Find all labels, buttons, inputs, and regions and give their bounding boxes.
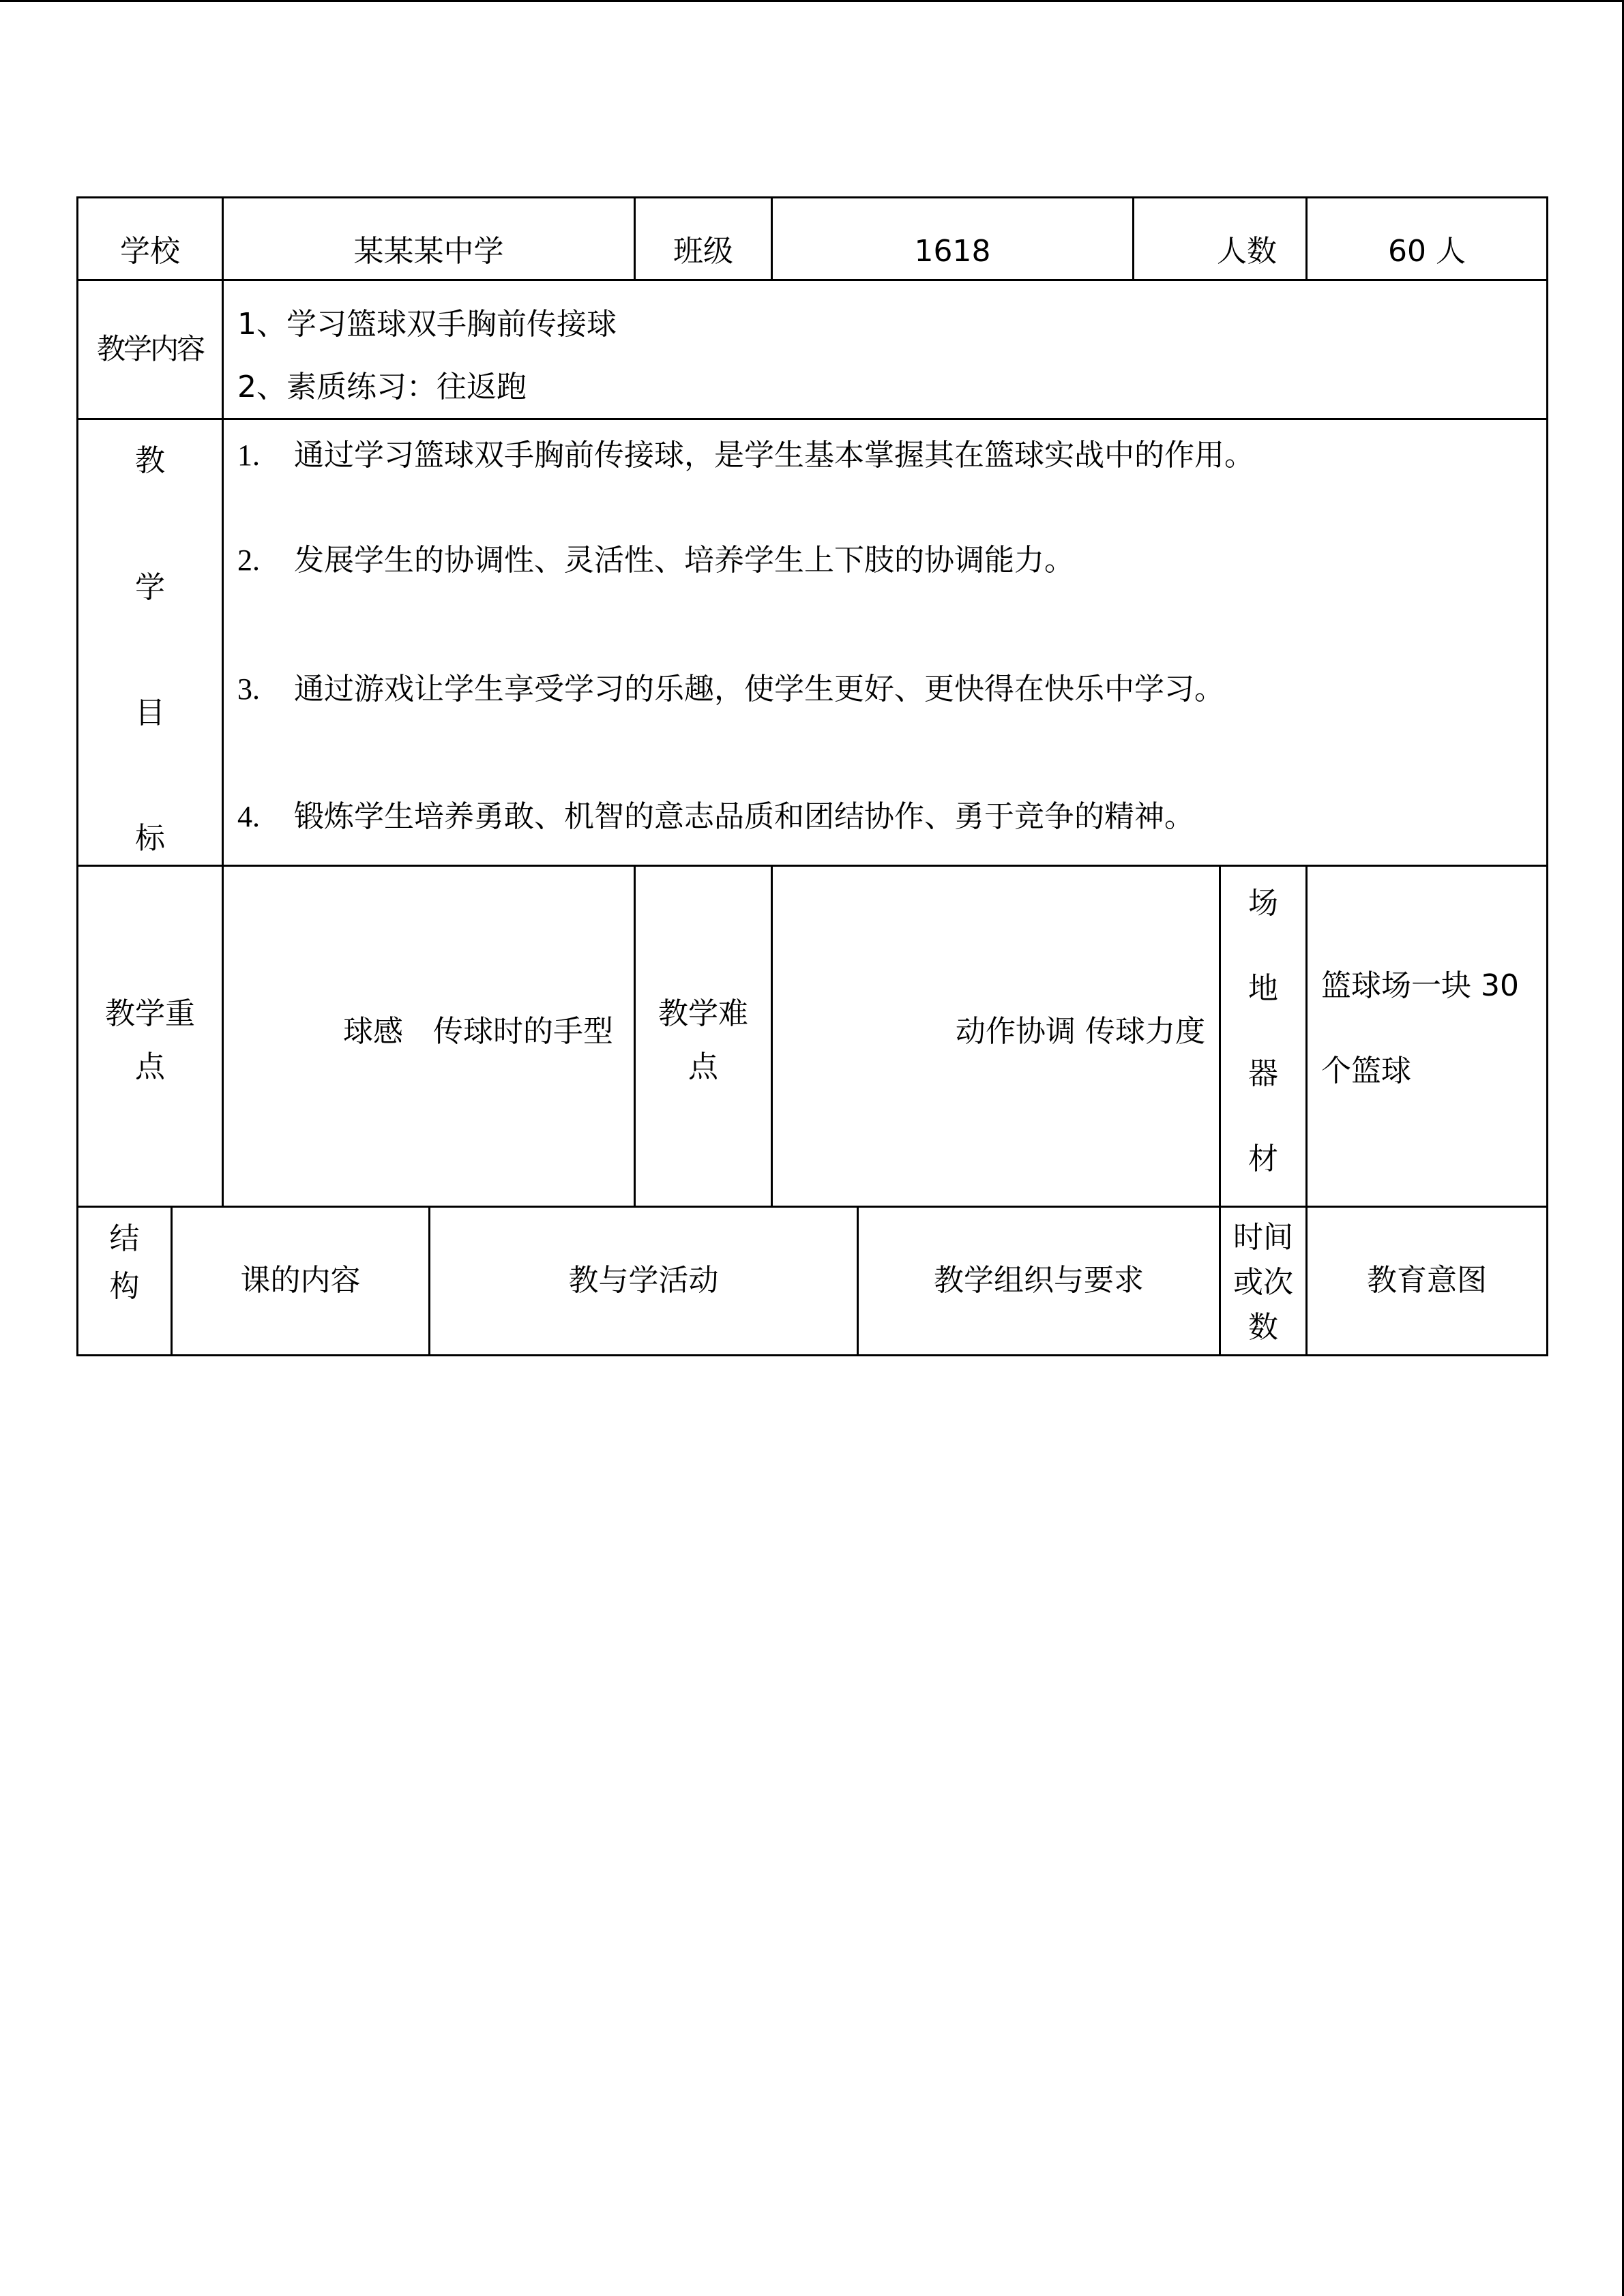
key-points-label: 教学重 点 xyxy=(105,996,195,1084)
difficulty-value: 动作协调 传球力度 xyxy=(956,1013,1205,1049)
goal-item xyxy=(237,672,1540,713)
goal-number: 4. xyxy=(237,800,260,833)
goal-item xyxy=(237,799,1540,840)
goal-text: 发展学生的协调性、灵活性、培养学生上下肢的协调能力。 xyxy=(294,543,1074,578)
goal-text: 锻炼学生培养勇敢、机智的意志品质和团结协作、勇于竞争的精神。 xyxy=(294,799,1194,834)
organization-header: 教学组织与要求 xyxy=(934,1263,1144,1298)
count-value: 60 人 xyxy=(1388,234,1466,269)
school-label: 学校 xyxy=(120,234,180,269)
school-value: 某某某中学 xyxy=(353,234,504,269)
table-line xyxy=(76,279,1548,281)
goals-label-char: 目 xyxy=(135,695,165,730)
goal-number: 1. xyxy=(237,438,260,472)
equipment-label-char: 地 xyxy=(1248,970,1278,1006)
equipment-value: 个篮球 xyxy=(1321,1054,1411,1088)
goal-number: 3. xyxy=(237,672,260,706)
goals-label-char: 学 xyxy=(135,569,165,605)
content-item: 2、素质练习：往返跑 xyxy=(237,370,527,404)
key-points-value: 球感 传球时的手型 xyxy=(343,1013,613,1049)
table-line xyxy=(222,279,224,867)
goals-label-char: 教 xyxy=(135,443,165,478)
difficulty-label: 教学难 点 xyxy=(658,996,748,1084)
table-line xyxy=(1546,196,1548,1356)
intent-header: 教育意图 xyxy=(1367,1263,1487,1298)
content-item: 1、学习篮球双手胸前传接球 xyxy=(237,307,617,342)
equipment-label-char: 器 xyxy=(1248,1056,1278,1091)
time-header: 时间 或次 数 xyxy=(1233,1220,1293,1345)
equipment-value: 篮球场一块 30 xyxy=(1321,968,1519,1003)
table-line xyxy=(1305,865,1308,1208)
goal-item xyxy=(237,543,1540,584)
table-line xyxy=(76,418,1548,420)
table-line xyxy=(76,865,1548,867)
class-value: 1618 xyxy=(914,234,991,269)
table-line xyxy=(76,196,1548,198)
lesson-content-header: 课的内容 xyxy=(240,1263,361,1298)
goal-item xyxy=(237,438,1540,479)
activities-header: 教与学活动 xyxy=(568,1263,719,1298)
goals-label-char: 标 xyxy=(135,820,165,856)
goal-number: 2. xyxy=(237,543,260,577)
class-label: 班级 xyxy=(673,234,733,269)
equipment-label-char: 材 xyxy=(1248,1141,1278,1176)
goal-text: 通过学习篮球双手胸前传接球，是学生基本掌握其在篮球实战中的作用。 xyxy=(294,438,1254,473)
structure-header: 结 构 xyxy=(109,1221,140,1304)
table-line xyxy=(76,1354,1548,1356)
count-label: 人数 xyxy=(1217,234,1277,269)
equipment-label-char: 场 xyxy=(1248,885,1278,921)
content-label: 教学内容 xyxy=(96,332,203,366)
goal-text: 通过游戏让学生享受学习的乐趣，使学生更好、更快得在快乐中学习。 xyxy=(294,672,1224,706)
